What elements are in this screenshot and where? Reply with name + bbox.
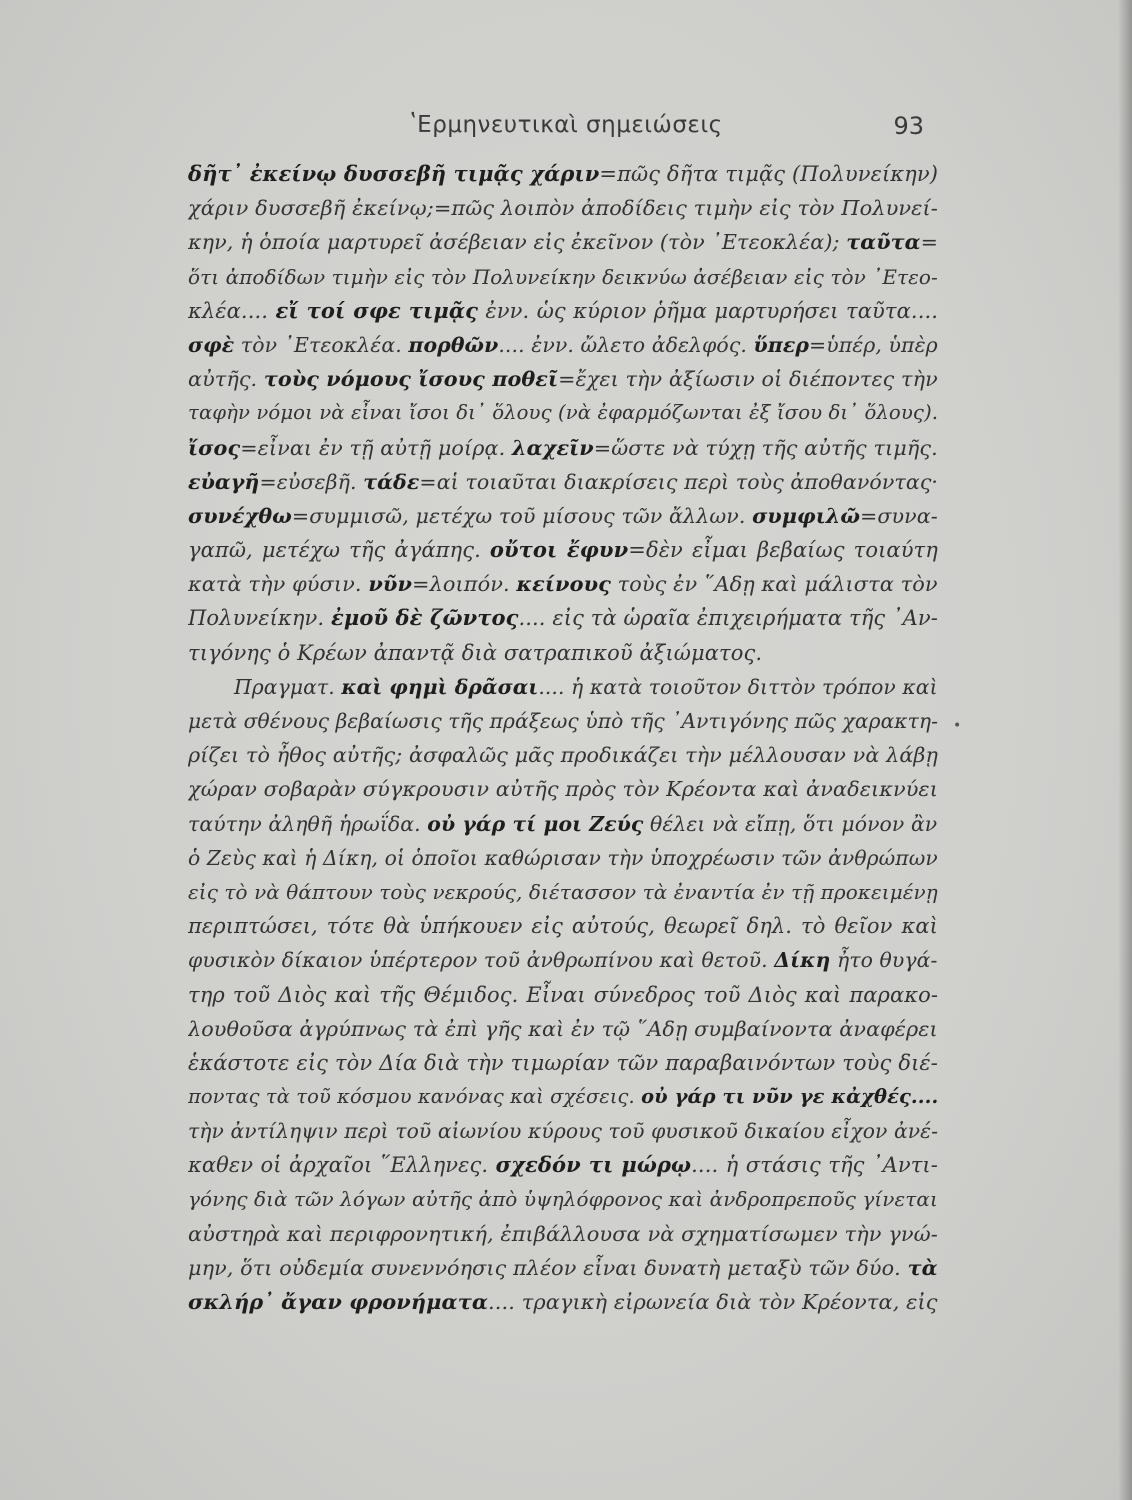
text-line (188, 1012, 938, 1046)
commentary-text: =εὐσεβῆ. (259, 469, 364, 494)
commentary-text: =ἔχει τὴν ἀξίωσιν οἱ διέποντες τὴν (558, 367, 938, 392)
commentary-text: =πῶς δῆτα τιμᾷς (Πολυνείκην) (599, 162, 938, 186)
lemma-term: οὐ γάρ τί μοι Ζεύς (427, 811, 644, 836)
commentary-text: θέλει νὰ εἴπῃ, ὅτι μόνον ἂν (643, 811, 938, 836)
commentary-text: ἑκάστοτε εἰς τὸν Δία διὰ τὴν τιμωρίαν τῶν παραβαινόντων τοὺς διέ- (188, 1050, 938, 1075)
lemma-term: καὶ φημὶ δρᾶσαι (341, 674, 539, 699)
commentary-text: γόνης διὰ τῶν λόγων αὐτῆς ἀπὸ ὑψηλόφρονος καὶ ἀνδροπρεποῦς γίνεται (188, 1187, 938, 1211)
text-line (188, 943, 938, 977)
commentary-text: τιγόνης ὁ Κρέων ἀπαντᾷ διὰ σατραπικοῦ ἀξιώματος. (188, 640, 763, 665)
commentary-text: .... ἡ στάσις τῆς ᾽Αντι- (691, 1153, 938, 1178)
text-line (188, 191, 938, 225)
text-line (188, 909, 938, 943)
text-line (188, 499, 938, 533)
page-number: 93 (893, 112, 924, 140)
commentary-text: =συνα- (860, 503, 938, 528)
lemma-term: οὐ γάρ τι νῦν γε κἀχθές.... (641, 1085, 938, 1109)
running-title: ʽΕρμηνευτικαὶ σημειώσεις (409, 112, 723, 138)
commentary-text: =αἱ τοιαῦται διακρίσεις περὶ τοὺς ἀποθανόντας· (419, 469, 938, 494)
text-line (188, 260, 938, 294)
commentary-text: ἦτο θυγά- (830, 948, 938, 973)
lemma-term: νῦν (368, 571, 413, 597)
commentary-text: ἐνν. ὡς κύριον ῥῆμα μαρτυρήσει ταῦτα.... (478, 298, 938, 323)
commentary-text: φυσικὸν δίκαιον ὑπέρτερον τοῦ ἀνθρωπίνου καὶ θετοῦ. (188, 948, 775, 973)
text-line (188, 1148, 938, 1182)
commentary-text: γαπῶ, μετέχω τῆς ἀγάπης. (188, 538, 490, 563)
commentary-text: =δὲν εἶμαι βεβαίως τοιαύτη (628, 538, 938, 563)
commentary-text: ταύτην ἀληθῆ ἡρωΐδα. (188, 811, 428, 836)
commentary-text: χάριν δυσσεβῆ ἐκείνῳ;=πῶς λοιπὸν ἀποδίδεις τιμὴν εἰς τὸν Πολυνεί- (188, 196, 938, 221)
page-edge-shadow (1118, 0, 1132, 1500)
commentary-text: εἰς τὸ νὰ θάπτουν τοὺς νεκρούς, διέτασσον τὰ ἐναντία ἐν τῇ προκειμένῃ (188, 879, 938, 904)
commentary-text: περιπτώσει, τότε θὰ ὑπήκουεν εἰς αὐτούς, θεωρεῖ δηλ. τὸ θεῖον καὶ (188, 914, 938, 939)
lemma-term: συνέχθω (188, 503, 292, 528)
lemma-term: τάδε (363, 469, 420, 494)
text-line (188, 225, 938, 259)
text-line (188, 431, 938, 465)
commentary-text: κην, ἡ ὁποία μαρτυρεῖ ἀσέβειαν εἰς ἐκεῖνον (τὸν ᾽Ετεοκλέα); (188, 230, 847, 255)
commentary-text: κατὰ τὴν φύσιν. (188, 572, 369, 597)
lemma-term: οὔτοι ἔφυν (489, 537, 629, 563)
text-line (188, 1114, 938, 1148)
text-line (188, 978, 938, 1012)
commentary-text: Πραγματ. (234, 674, 342, 699)
lemma-term: ἴσος (188, 435, 241, 460)
text-line (188, 841, 938, 875)
lemma-term: σχεδόν τι μώρῳ (495, 1152, 692, 1178)
text-line (188, 465, 938, 499)
text-line (188, 1046, 938, 1080)
lemma-term: δῆτ᾽ ἐκείνῳ δυσσεβῆ τιμᾷς χάριν (188, 161, 600, 186)
commentary-text: ὅτι ἀποδίδων τιμὴν εἰς τὸν Πολυνείκην δεικνύω ἀσέβειαν εἰς τὸν ᾽Ετεο- (188, 264, 938, 289)
commentary-text: μετὰ σθένους βεβαίωσις τῆς πράξεως ὑπὸ τῆς ᾽Αντιγόνης πῶς χαρακτη- (188, 709, 938, 733)
text-line (188, 362, 938, 396)
commentary-text: ποντας τὰ τοῦ κόσμου κανόνας καὶ σχέσεις. (188, 1085, 642, 1109)
commentary-text: = (920, 230, 938, 255)
text-line (188, 396, 938, 430)
commentary-text: ταφὴν νόμοι νὰ εἶναι ἴσοι δι᾽ ὅλους (νὰ ἐφαρμόζωνται ἐξ ἴσου δι᾽ ὅλους). (188, 401, 938, 425)
commentary-text: =εἶναι ἐν τῇ αὐτῇ μοίρᾳ. (240, 435, 513, 460)
commentary-text: .... ἡ κατὰ τοιοῦτον διττὸν τρόπον καὶ (538, 674, 938, 699)
lemma-term: εἴ τοί σφε τιμᾷς (275, 297, 478, 323)
commentary-text: χώραν σοβαρὰν σύγκρουσιν αὐτῆς πρὸς τὸν Κρέοντα καὶ ἀναδεικνύει (188, 777, 938, 802)
text-line (188, 567, 938, 601)
text-line (188, 807, 938, 841)
text-line (188, 772, 938, 806)
text-line (188, 1217, 938, 1251)
commentary-text: .... ἐνν. ὤλετο ἀδελφός. (498, 332, 754, 357)
commentary-text: αὐστηρὰ καὶ περιφρονητική, ἐπιβάλλουσα νὰ σχηματίσωμεν τὴν γνώ- (188, 1221, 938, 1246)
commentary-text: καθεν οἱ ἀρχαῖοι ῞Ελληνες. (188, 1153, 496, 1178)
lemma-term: πορθῶν (408, 332, 499, 357)
lemma-term: ὕπερ (753, 332, 810, 357)
body-text (188, 157, 938, 1319)
lemma-term: εὐαγῆ (188, 469, 260, 494)
text-line (188, 294, 938, 328)
text-line (188, 875, 938, 909)
commentary-text: ρίζει τὸ ἦθος αὐτῆς; ἀσφαλῶς μᾶς προδικάζει τὴν μέλλουσαν νὰ λάβῃ (188, 743, 938, 768)
lemma-term: ταῦτα (846, 230, 921, 255)
text-line (188, 328, 938, 362)
commentary-text: μην, ὅτι οὐδεμία συνεννόησις πλέον εἶναι δυνατὴ μεταξὺ τῶν δύο. (188, 1256, 908, 1280)
lemma-term: Δίκη (774, 948, 831, 973)
lemma-term: συμφιλῶ (752, 503, 861, 528)
commentary-text: =συμμισῶ, μετέχω τοῦ μίσους τῶν ἄλλων. (291, 503, 753, 528)
lemma-term: σφὲ (188, 332, 235, 357)
commentary-text: αὐτῆς. (188, 367, 264, 392)
commentary-text: .... τραγικὴ εἰρωνεία διὰ τὸν Κρέοντα, εἰς (488, 1290, 938, 1315)
text-line (188, 1183, 938, 1217)
text-line (188, 704, 938, 738)
commentary-text: =ὥστε νὰ τύχῃ τῆς αὐτῆς τιμῆς. (593, 435, 938, 460)
commentary-text: .... εἰς τὰ ὡραῖα ἐπιχειρήματα τῆς ᾽Αν- (518, 606, 938, 631)
lemma-term: κείνους (516, 571, 611, 597)
text-line (188, 738, 938, 772)
margin-mark: • (953, 718, 962, 734)
commentary-text: τὸν ᾽Ετεοκλέα. (234, 332, 409, 357)
text-line (188, 636, 938, 670)
commentary-text: τὴν ἀντίληψιν περὶ τοῦ αἰωνίου κύρους τοῦ φυσικοῦ δικαίου εἶχον ἀνέ- (188, 1119, 938, 1144)
text-line (188, 1285, 938, 1319)
text-line (188, 533, 938, 567)
text-line (188, 601, 938, 635)
page-header (0, 108, 1132, 148)
text-line (188, 157, 938, 191)
lemma-term: τὰ (907, 1256, 938, 1280)
commentary-text: Πολυνείκην. (188, 606, 331, 631)
text-line (188, 1251, 938, 1285)
commentary-text: τηρ τοῦ Διὸς καὶ τῆς Θέμιδος. Εἶναι σύνεδρος τοῦ Διὸς καὶ παρακο- (188, 982, 938, 1007)
commentary-text: =ὑπέρ, ὑπὲρ (809, 332, 938, 357)
lemma-term: λαχεῖν (512, 435, 594, 460)
lemma-term: σκλήρ᾽ ἄγαν φρονήματα (188, 1289, 489, 1315)
lemma-term: τοὺς νόμους ἴσους ποθεῖ (263, 367, 559, 392)
commentary-text: κλέα.... (188, 298, 276, 323)
text-line (188, 1080, 938, 1114)
commentary-text: ὁ Ζεὺς καὶ ἡ Δίκη, οἱ ὁποῖοι καθώρισαν τὴν ὑποχρέωσιν τῶν ἀνθρώπων (188, 845, 938, 870)
commentary-text: τοὺς ἐν ῞Αδῃ καὶ μάλιστα τὸν (610, 572, 938, 597)
text-line (188, 670, 938, 704)
lemma-term: ἐμοῦ δὲ ζῶντος (331, 605, 519, 631)
commentary-text: λουθοῦσα ἀγρύπνως τὰ ἐπὶ γῆς καὶ ἐν τῷ ῞Αδῃ συμβαίνοντα ἀναφέρει (188, 1016, 938, 1041)
commentary-text: =λοιπόν. (412, 572, 517, 597)
